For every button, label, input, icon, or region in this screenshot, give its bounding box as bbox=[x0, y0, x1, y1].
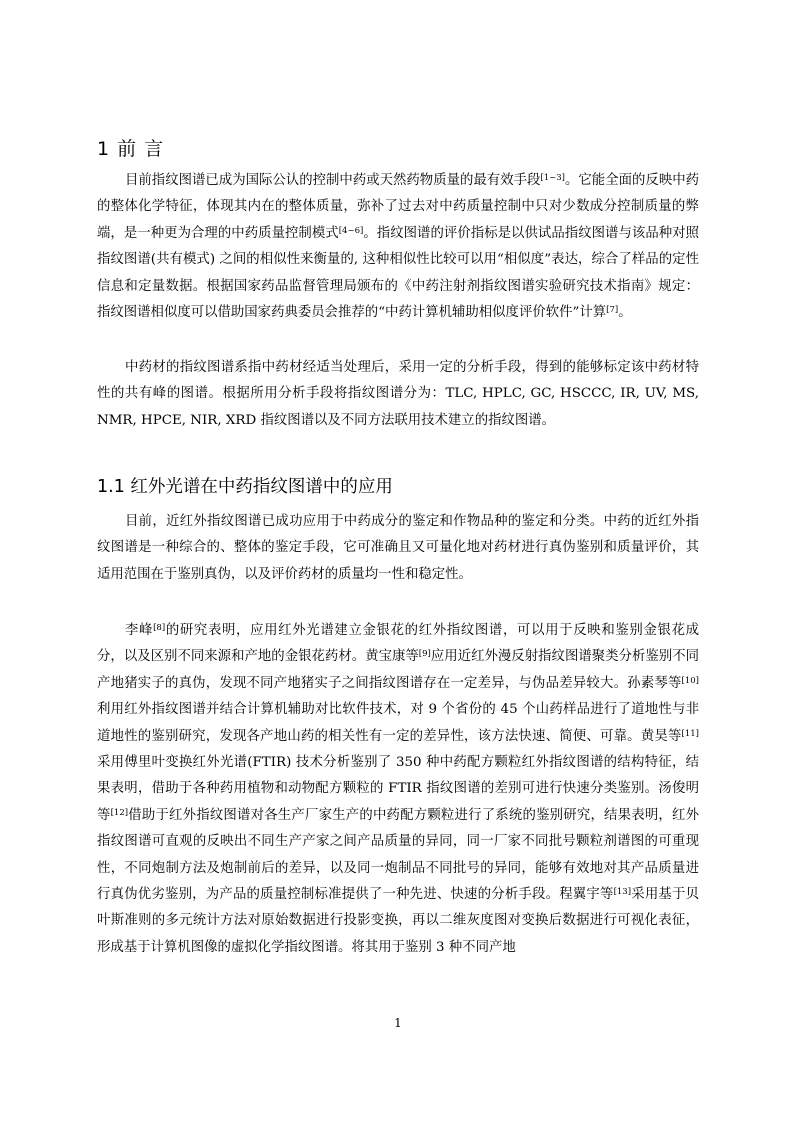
citation-ref: [9] bbox=[418, 649, 431, 660]
citation-ref: [7] bbox=[606, 305, 619, 316]
section-heading: 1 前 言 bbox=[97, 138, 165, 160]
document-page bbox=[97, 0, 699, 1123]
paragraph-text: 采用基于贝叶斯准则的多元统计方法对原始数据进行投影变换，再以二维灰度图对变换后数据进行可视化表征，形成基于计算机图像的虚拟化学指纹图谱。将其用于鉴别 3 种不同产地 bbox=[97, 887, 700, 955]
paragraph-literature-review bbox=[97, 618, 699, 961]
paragraph-text: 应用近红外漫反射指纹图谱聚类分析鉴别不同产地猪实子的真伪，发现不同产地猪实子之间指纹图谱存在一定差异，与伪品差异较大。孙素琴等 bbox=[97, 649, 700, 691]
paragraph-fingerprint-definition: 中药材的指纹图谱系指中药材经适当处理后，采用一定的分析手段，得到的能够标定该中药材特性的共有峰的图谱。根据所用分析手段将指纹图谱分为：TLC, HPLC, GC, HSCCC, IR, UV, MS, NMR, HPCE, NIR, XRD 指纹图谱以及不同方法联用技术建立的指纹图谱。 bbox=[97, 360, 699, 428]
paragraph-text: 。 bbox=[618, 305, 632, 321]
subsection-heading: 1.1 红外光谱在中药指纹图谱中的应用 bbox=[97, 477, 393, 497]
paragraph-text: 。指纹图谱的评价指标是以供试品指纹图谱与该品种对照指纹图谱(共有模式) 之间的相似性来衡量的, 这种相似性比较可以用“相似度”表达，综合了样品的定性信息和定量数据。根据国家药品监督管理局颁布的《中药注射剂指纹图谱实验研究技术指南》规定：指纹图谱相似度可以借助国家药典委员会推荐的“中药计算机辅助相似度评价软件”计算 bbox=[97, 225, 700, 321]
citation-ref: [11] bbox=[681, 728, 699, 739]
paragraph-text: 李峰 bbox=[125, 623, 154, 638]
paragraph-text: 借助于红外指纹图谱对各生产厂家生产的中药配方颗粒进行了系统的鉴别研究，结果表明，红外指纹图谱可直观的反映出不同生产产家之间产品质量的异同，同一厂家不同批号颗粒剂谱图的可重现性，不同炮制方法及炮制前后的差异，以及同一炮制品不同批号的异同，能够有效地对其产品质量进行真伪优劣鉴别，为产品的质量控制标准提供了一种先进、快速的分析手段。程翼宇等 bbox=[97, 807, 700, 903]
citation-ref: [8] bbox=[153, 623, 166, 633]
paragraph-intro bbox=[97, 168, 699, 326]
citation-ref: [10] bbox=[681, 675, 699, 686]
citation-ref: [13] bbox=[613, 887, 632, 898]
citation-ref: [1~3] bbox=[540, 173, 565, 183]
citation-ref: [4~6] bbox=[338, 225, 364, 236]
paragraph-text: 利用红外指纹图谱并结合计算机辅助对比软件技术，对 9 个省份的 45 个山药样品进行了道地性与非道地性的鉴别研究，发现各产地山药的相关性有一定的差异性，该方法快速、简便、可靠。黄昊等 bbox=[97, 702, 699, 744]
paragraph-text: 采用傅里叶变换红外光谱(FTIR) 技术分析鉴别了 350 种中药配方颗粒红外指纹图谱的结构特征，结果表明，借助于各种药用植物和动物配方颗粒的 FTIR 指纹图谱的差别可进行快速分类鉴别。汤俊明等 bbox=[97, 755, 699, 823]
page-number: 1 bbox=[394, 1016, 402, 1030]
paragraph-text: 目前指纹图谱已成为国际公认的控制中药或天然药物质量的最有效手段 bbox=[125, 173, 541, 188]
paragraph-nir-application: 目前，近红外指纹图谱已成功应用于中药成分的鉴定和作物品种的鉴定和分类。中药的近红外指纹图谱是一种综合的、整体的鉴定手段，它可准确且又可量化地对药材进行真伪鉴别和质量评价，其适用范围在于鉴别真伪，以及评价药材的质量均一性和稳定性。 bbox=[97, 514, 699, 582]
paragraph-text: 。它能全面的反映中药的整体化学特征，体现其内在的整体质量，弥补了过去对中药质量控制中只对少数成分控制质量的弊端，是一种更为合理的中药质量控制模式 bbox=[97, 173, 700, 241]
citation-ref: [12] bbox=[110, 807, 129, 818]
paragraph-text: 的研究表明，应用红外光谱建立金银花的红外指纹图谱，可以用于反映和鉴别金银花成分，以及区别不同来源和产地的金银花药材。黄宝康等 bbox=[97, 623, 700, 665]
